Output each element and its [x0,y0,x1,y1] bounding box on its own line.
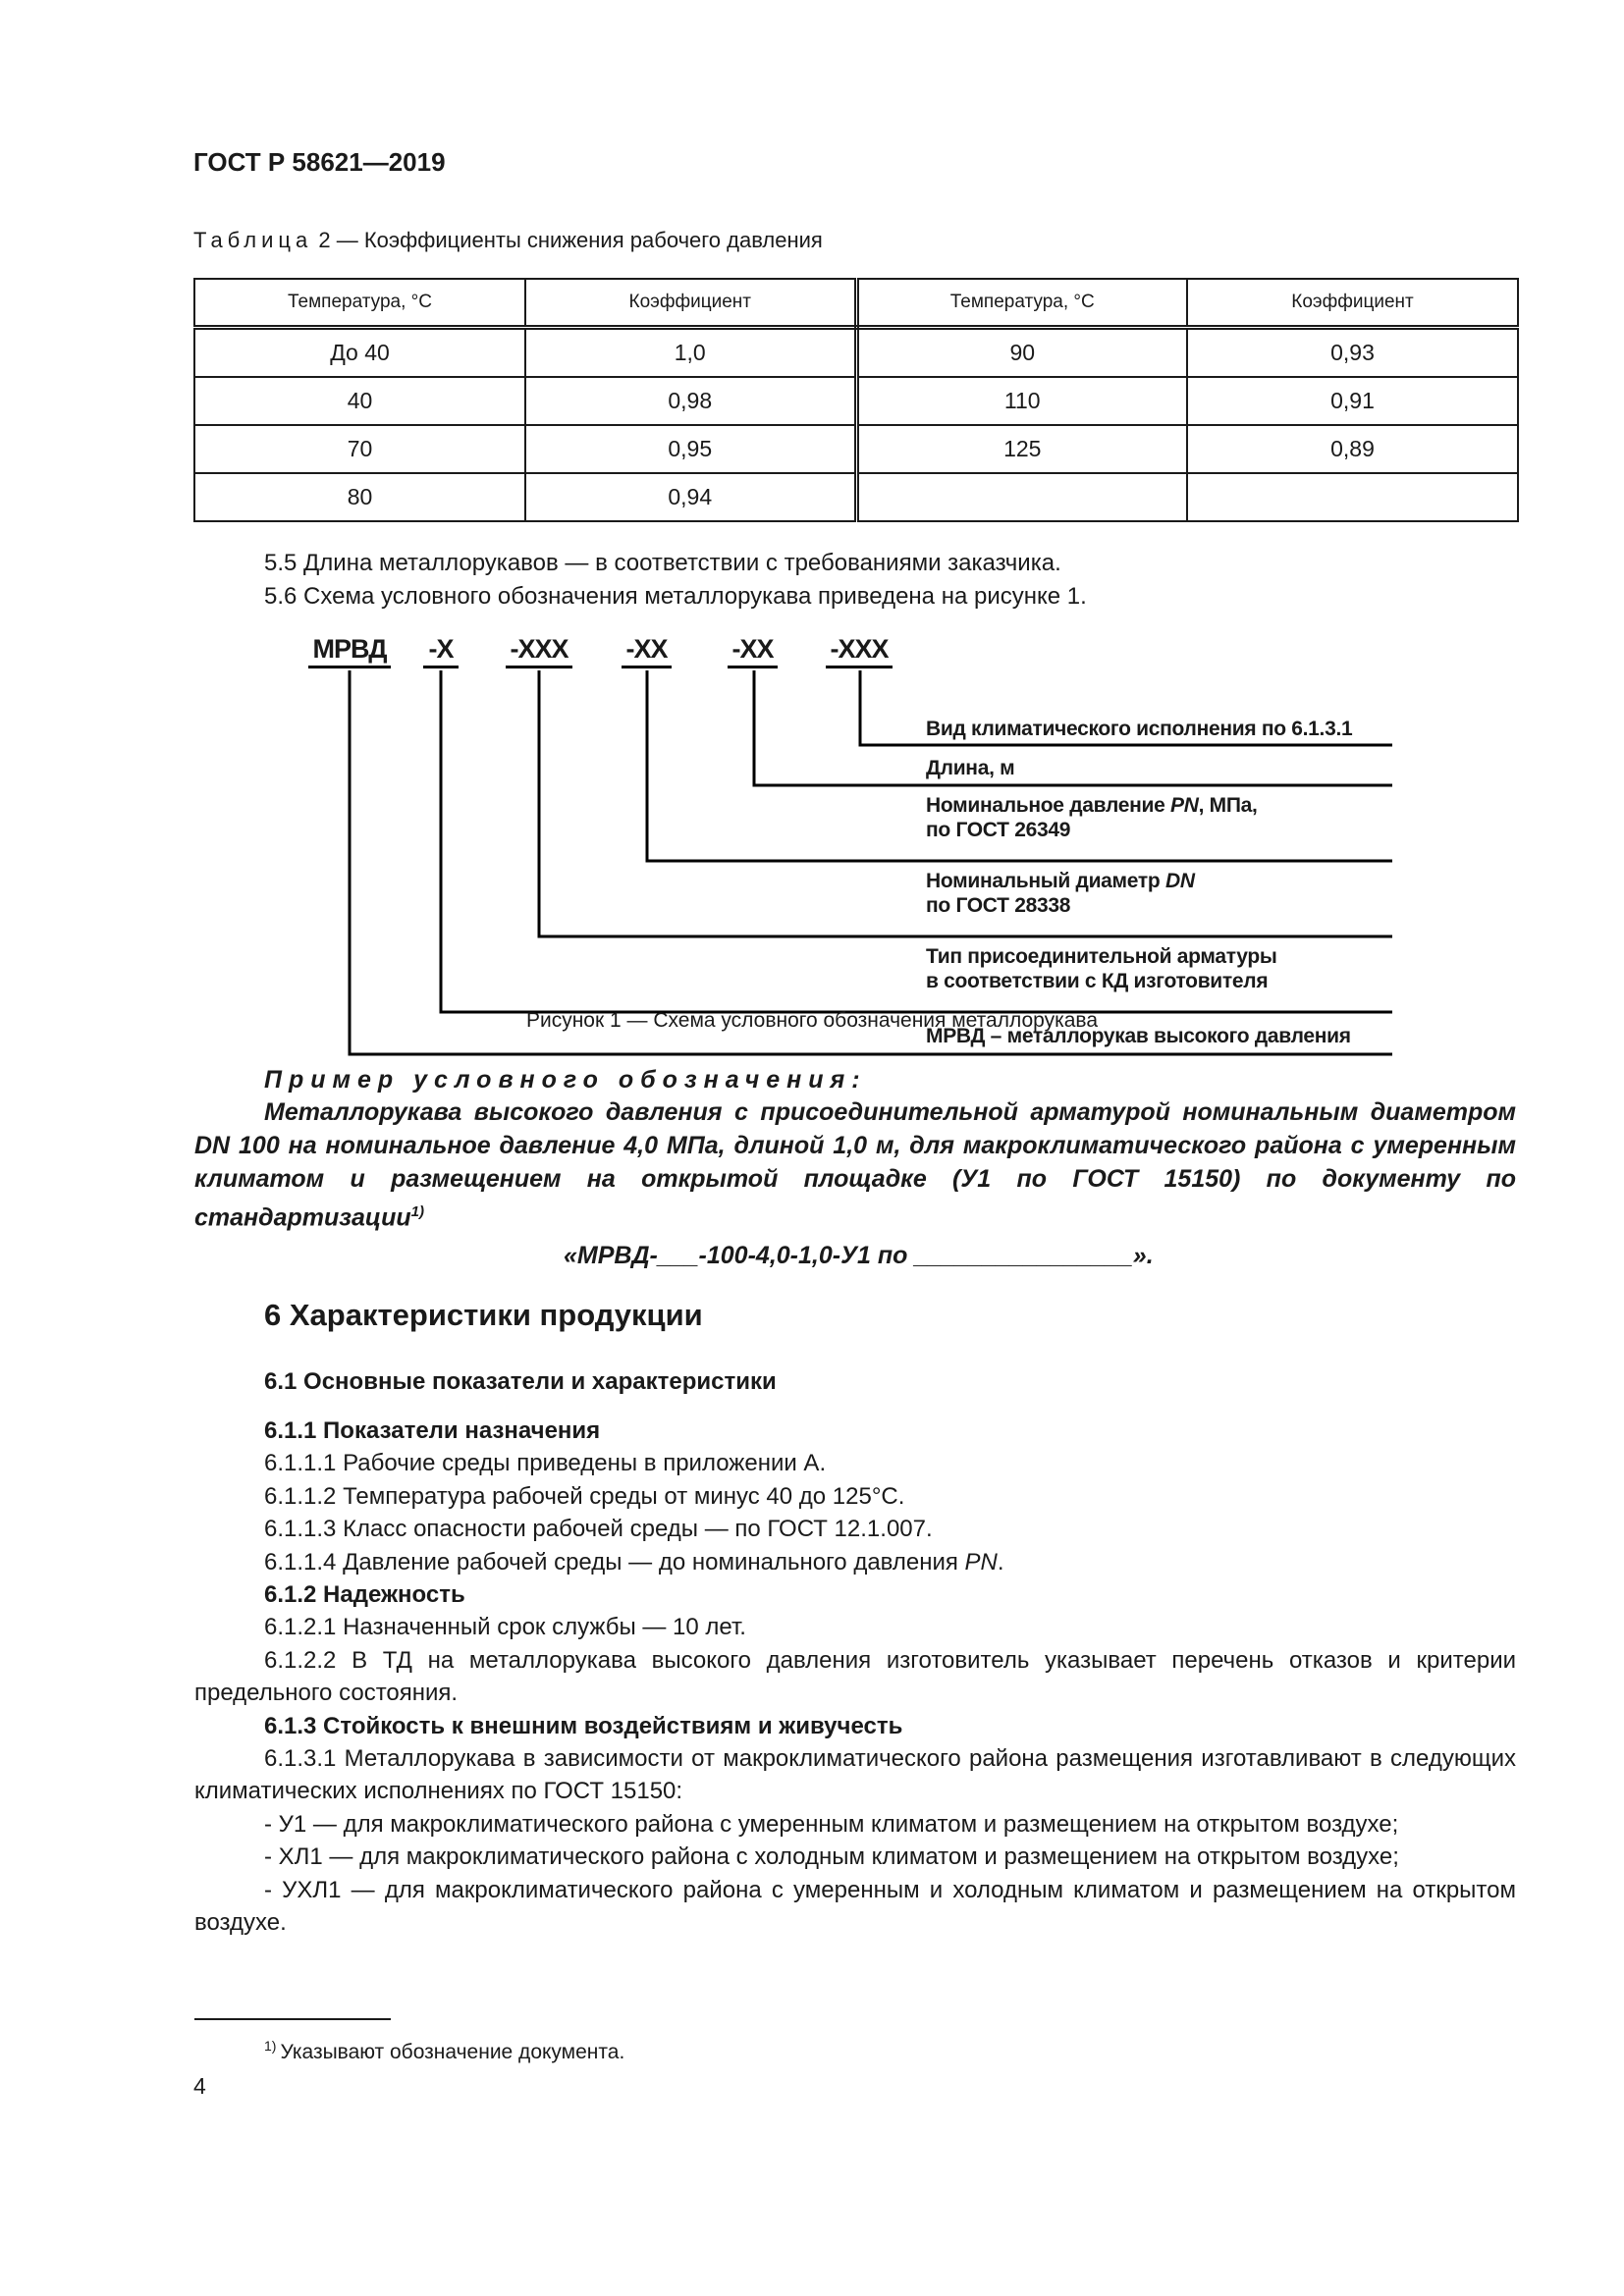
section-6-1-heading: 6.1 Основные показатели и характеристики [264,1368,777,1395]
section-6-1-1-heading: 6.1.1 Показатели назначения [264,1417,601,1444]
clause-6-1-1-4-pn: PN [964,1548,998,1575]
table-cell: 70 [194,425,525,473]
document-header: ГОСТ Р 58621—2019 [193,147,446,177]
table-cell: 0,89 [1187,425,1518,473]
section-6-heading: 6 Характеристики продукции [264,1298,703,1332]
table-row [194,328,1518,378]
label-diameter [926,869,1195,918]
label-climate: Вид климатического исполнения по 6.1.3.1 [926,718,1353,740]
clause-6-1-2-2: 6.1.2.2 В ТД на металлорукава высокого давления изготовитель указывает перечень отказов и критерии предельного состояния. [194,1646,1516,1707]
coefficient-table [193,278,1519,522]
table-cell: 0,98 [525,377,856,425]
code-length: -ХХ [728,634,778,668]
code-pressure: -ХХ [622,634,672,668]
clause-6-1-1-3: 6.1.1.3 Класс опасности рабочей среды — по ГОСТ 12.1.007. [264,1516,933,1543]
table-cell: 110 [856,377,1187,425]
table-header-cell: Коэффициент [1187,279,1518,328]
footnote [264,2038,624,2064]
clause-6-1-1-1: 6.1.1.1 Рабочие среды приведены в приложении А. [264,1450,827,1477]
table-cell: 0,94 [525,473,856,521]
table-cell: 40 [194,377,525,425]
table-cell: 1,0 [525,328,856,378]
label-fitting [926,944,1277,993]
example-text [194,1095,1516,1234]
label-diameter-dn: DN [1164,870,1195,892]
code-climate: -ХХХ [826,634,893,668]
footnote-mark: 1) [264,2038,277,2054]
label-fitting-line2: в соответствии с КД изготовителя [926,970,1269,992]
table-row [194,425,1518,473]
bullet-uhl1: - УХЛ1 — для макроклиматического района с умеренным и холодным климатом и размещением на открытом воздухе. [194,1876,1516,1937]
clause-6-1-1-4-text: 6.1.1.4 Давление рабочей среды — до номинального давления [264,1548,965,1575]
clause-6-1-3-1: 6.1.3.1 Металлорукава в зависимости от макроклиматического района размещения изготавливают в следующих климатических исполнениях по ГОСТ 15150: [194,1745,1516,1805]
example-title: Пример условного обозначения: [264,1066,867,1094]
table-caption-word: Таблица [193,228,313,252]
code-diameter: -ХХХ [506,634,572,668]
label-mrvd: МРВД – металлорукав высокого давления [926,1025,1351,1047]
table-cell: 0,91 [1187,377,1518,425]
label-diameter-standard: по ГОСТ 28338 [926,894,1071,917]
example-body: Металлорукава высокого давления с присоединительной арматурой номинальным диаметром DN 100 на номинальное давление 4,0 МПа, длиной 1,0 м, для макроклиматического района с умеренным климатом и размещением на открытой площадке (У1 по ГОСТ 15150) по документу по стандартизации [194,1098,1516,1232]
figure-caption: Рисунок 1 — Схема условного обозначения металлорукава [525,1009,1099,1032]
clause-6-1-2-1: 6.1.2.1 Назначенный срок службы — 10 лет. [264,1614,746,1641]
example-designation-code: «МРВД-___-100-4,0-1,0-У1 по ________________». [564,1242,1154,1269]
label-fitting-line1: Тип присоединительной арматуры [926,945,1277,968]
section-6-body [194,1415,1516,1940]
table-cell: 0,93 [1187,328,1518,378]
table-cell: 80 [194,473,525,521]
footnote-divider [194,2018,391,2020]
table-cell [856,473,1187,521]
code-fitting-type: -Х [423,634,459,668]
label-pressure-text: Номинальное давление [926,794,1170,817]
code-mrvd: МРВД [308,634,391,668]
clause-6-1-1-4-end: . [997,1548,1004,1575]
section-6-1-2-heading: 6.1.2 Надежность [264,1581,465,1609]
paragraph-5-5: 5.5 Длина металлорукавов — в соответствии с требованиями заказчика. [264,550,1061,576]
bullet-u1: - У1 — для макроклиматического района с умеренным климатом и размещением на открытом воздухе; [264,1810,1399,1838]
clause-6-1-1-4 [194,1546,1516,1578]
table-header-cell: Температура, °С [856,279,1187,328]
label-pressure-standard: по ГОСТ 26349 [926,819,1071,841]
table-cell [1187,473,1518,521]
page-number: 4 [193,2073,206,2099]
bullet-hl1: - ХЛ1 — для макроклиматического района с холодным климатом и размещением на открытом воздухе; [264,1843,1399,1871]
table-header-cell: Коэффициент [525,279,856,328]
paragraph-5-6: 5.6 Схема условного обозначения металлорукава приведена на рисунке 1. [264,583,1087,610]
label-pressure [926,793,1258,842]
footnote-reference[interactable]: 1) [410,1203,424,1220]
clause-6-1-1-2: 6.1.1.2 Температура рабочей среды от минус 40 до 125°С. [264,1482,905,1510]
table-caption [193,228,823,253]
table-row [194,377,1518,425]
label-length: Длина, м [926,757,1015,779]
table-row [194,473,1518,521]
section-6-1-3-heading: 6.1.3 Стойкость к внешним воздействиям и живучесть [264,1712,903,1739]
label-pressure-unit: , МПа, [1198,794,1258,817]
table-header-cell: Температура, °С [194,279,525,328]
table-caption-text: 2 — Коэффициенты снижения рабочего давления [318,228,823,252]
table-cell: 90 [856,328,1187,378]
table-cell: 0,95 [525,425,856,473]
table-cell: 125 [856,425,1187,473]
table-cell: До 40 [194,328,525,378]
label-pressure-pn: PN [1170,794,1199,817]
label-diameter-text: Номинальный диаметр [926,870,1165,892]
footnote-text: Указывают обозначение документа. [280,2041,625,2063]
table-header-row [194,279,1518,328]
